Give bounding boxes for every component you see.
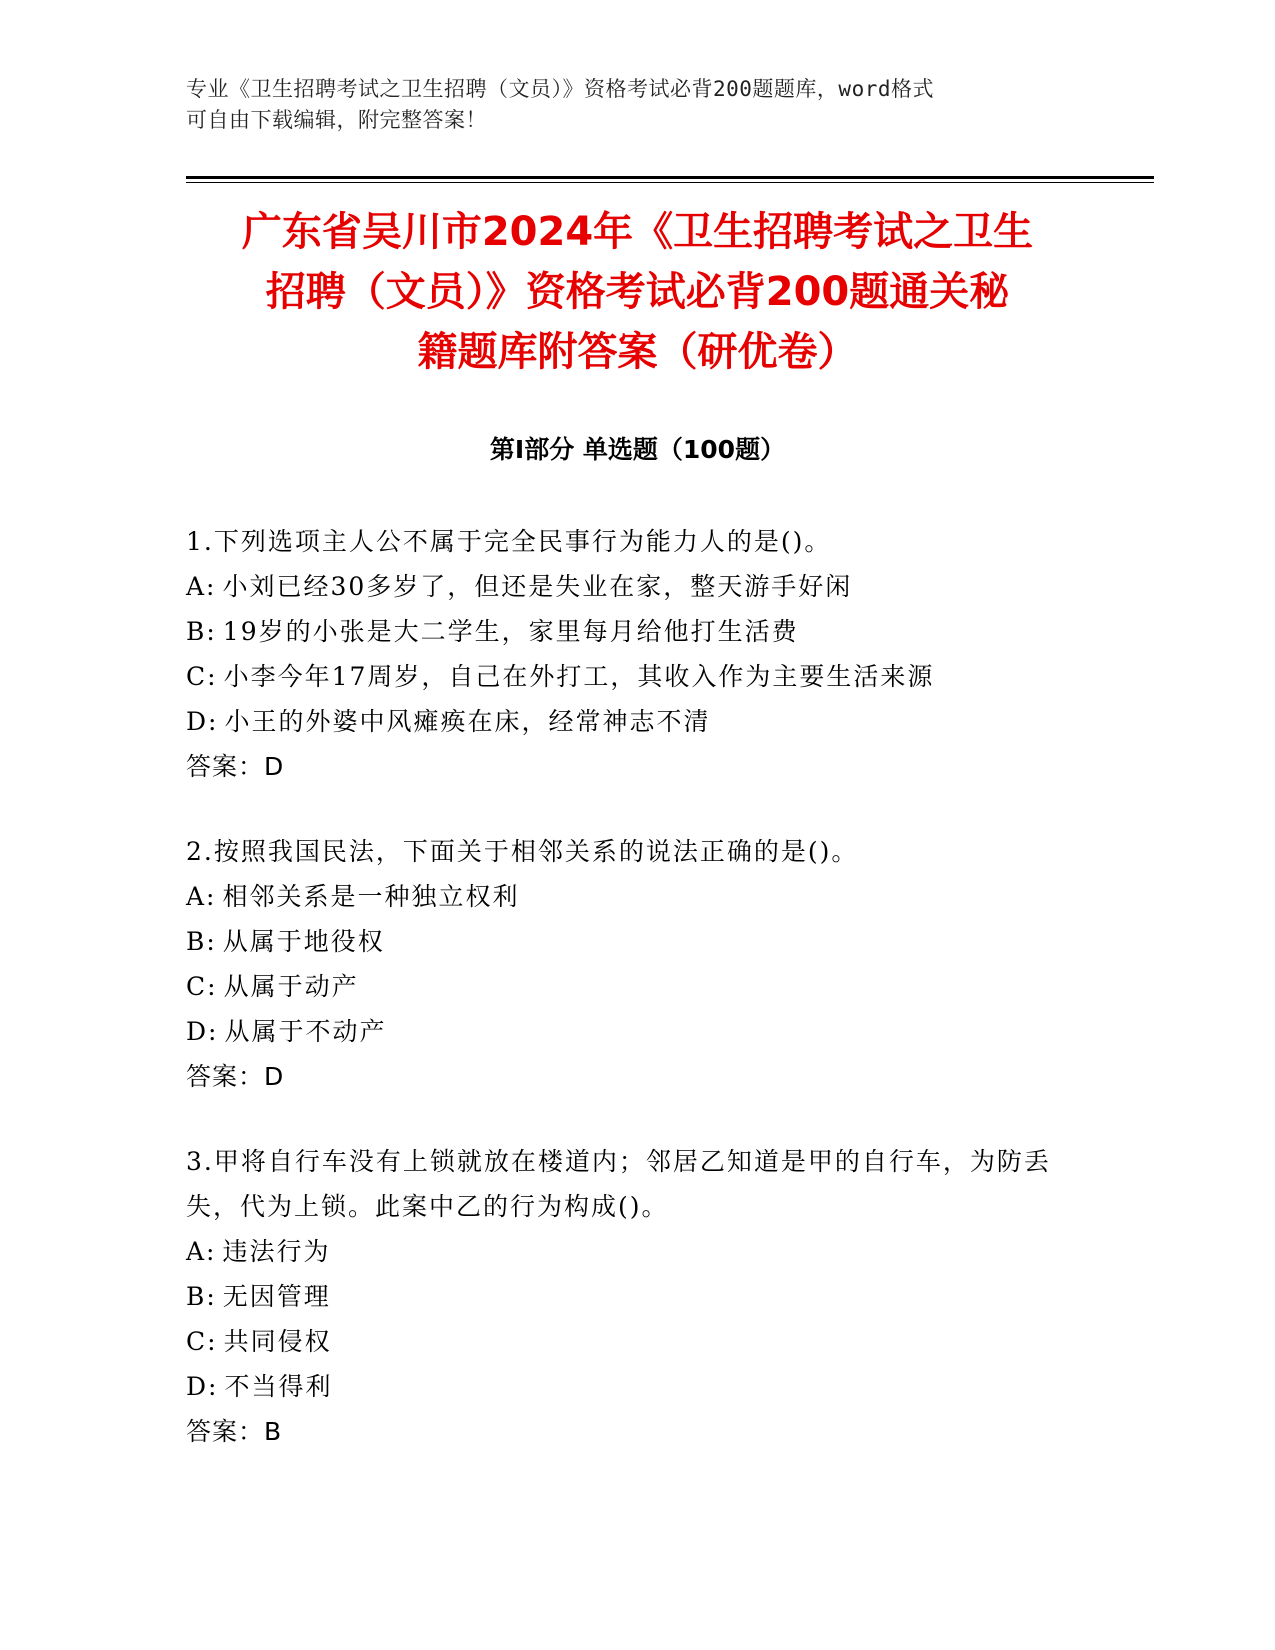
option-a (186, 1229, 1066, 1274)
option-letter: C: (186, 662, 218, 691)
option-a (186, 874, 1066, 919)
document-title-line-1: 广东省吴川市2024年《卫生招聘考试之卫生 (241, 209, 1034, 255)
answer-line: 答案：B (186, 1417, 283, 1446)
option-letter: D: (186, 707, 219, 736)
question-list (186, 519, 1066, 1494)
header-divider-thin (186, 182, 1154, 183)
option-text: 小王的外婆中风瘫痪在床，经常神志不清 (224, 707, 711, 736)
option-letter: A: (186, 882, 217, 911)
document-title-line-2: 招聘（文员）》资格考试必背200题通关秘 (265, 269, 1010, 315)
option-text: 从属于动产 (223, 972, 359, 1001)
option-b (186, 919, 1066, 964)
option-text: 相邻关系是一种独立权利 (222, 882, 520, 911)
option-text: 共同侵权 (223, 1327, 332, 1356)
option-c (186, 1319, 1066, 1364)
option-text: 无因管理 (222, 1282, 331, 1311)
option-b (186, 609, 1066, 654)
question-2 (186, 829, 1066, 1099)
header-note (186, 74, 1086, 136)
option-text: 小刘已经30多岁了，但还是失业在家，整天游手好闲 (222, 572, 853, 601)
option-letter: C: (186, 1327, 218, 1356)
option-letter: D: (186, 1372, 219, 1401)
document-title (160, 202, 1115, 382)
answer-line: 答案：D (186, 1062, 285, 1091)
option-letter: B: (186, 617, 217, 646)
question-stem: 1.下列选项主人公不属于完全民事行为能力人的是()。 (186, 527, 832, 556)
question-3 (186, 1139, 1066, 1454)
question-stem: 3.甲将自行车没有上锁就放在楼道内；邻居乙知道是甲的自行车，为防丢失，代为上锁。此案中乙的行为构成()。 (186, 1147, 1051, 1221)
option-letter: B: (186, 1282, 217, 1311)
option-text: 小李今年17周岁，自己在外打工，其收入作为主要生活来源 (223, 662, 935, 691)
option-text: 从属于不动产 (224, 1017, 387, 1046)
option-letter: A: (186, 1237, 217, 1266)
option-text: 从属于地役权 (222, 927, 385, 956)
header-note-line-2: 可自由下载编辑，附完整答案！ (186, 108, 487, 132)
document-title-line-3: 籍题库附答案（研优卷） (417, 329, 858, 375)
option-letter: B: (186, 927, 217, 956)
header-note-line-1: 专业《卫生招聘考试之卫生招聘（文员）》资格考试必背200题题库，word格式 (186, 77, 934, 101)
question-stem: 2.按照我国民法，下面关于相邻关系的说法正确的是()。 (186, 837, 859, 866)
option-c (186, 654, 1066, 699)
option-text: 不当得利 (224, 1372, 333, 1401)
option-d (186, 1009, 1066, 1054)
option-text: 19岁的小张是大二学生，家里每月给他打生活费 (222, 617, 799, 646)
option-d (186, 699, 1066, 744)
option-letter: D: (186, 1017, 219, 1046)
option-letter: A: (186, 572, 217, 601)
option-c (186, 964, 1066, 1009)
answer-line: 答案：D (186, 752, 285, 781)
option-text: 违法行为 (222, 1237, 331, 1266)
section-heading: 第Ⅰ部分 单选题（100题） (489, 435, 786, 464)
question-1 (186, 519, 1066, 789)
option-a (186, 564, 1066, 609)
option-d (186, 1364, 1066, 1409)
header-divider-thick (186, 176, 1154, 179)
option-letter: C: (186, 972, 218, 1001)
option-b (186, 1274, 1066, 1319)
